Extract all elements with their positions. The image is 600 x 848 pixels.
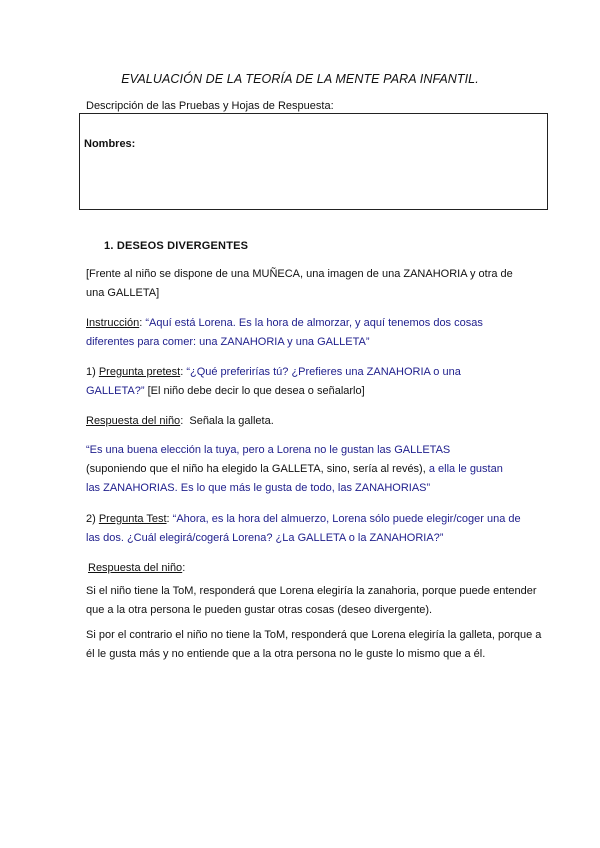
instruction-label: Instrucción [86, 317, 140, 329]
pretest-number: 1) [86, 366, 96, 378]
test-number: 2) [86, 513, 96, 525]
response-part1: “Es una buena elección la tuya, pero a Lorena no le gustan las GALLETAS [86, 444, 451, 456]
pretest-label: Pregunta pretest [98, 366, 181, 378]
instruction-paragraph: Instrucción: “Aquí está Lorena. Es la hora de almorzar, y aquí tenemos dos cosas diferentes para comer: una ZANAHORIA y una GALLETA” [86, 317, 483, 348]
document-subtitle: Descripción de las Pruebas y Hojas de Respuesta: [86, 100, 334, 112]
test-label: Pregunta Test [98, 513, 167, 525]
pretest-note: [El niño debe decir lo que desea o señalarlo] [147, 385, 365, 397]
no-tom-paragraph: Si por el contrario el niño no tiene la ToM, responderá que Lorena elegiría la galleta, porque a él le gusta más y no entiende que a la otra persona no le guste lo mismo que a él. [86, 629, 542, 660]
names-box [79, 113, 548, 210]
child-answer-2: Respuesta del niño: [88, 562, 186, 574]
test-question-text: “Ahora, es la hora del almuerzo, Lorena sólo puede elegir/coger una de las dos. ¿Cuál elegirá/cogerá Lorena? ¿La GALLETA o la ZANAHORIA?” [86, 513, 521, 544]
section-heading: 1. DESEOS DIVERGENTES [104, 240, 249, 252]
child-answer-1-label: Respuesta del niño [86, 415, 181, 427]
child-answer-1-text: Señala la galleta. [189, 415, 274, 427]
child-answer-1: Respuesta del niño: Señala la galleta. [86, 415, 274, 427]
pretest-question: “¿Qué preferirías tú? ¿Prefieres una ZANAHORIA o una GALLETA?” [86, 366, 461, 397]
pretest-paragraph: 1) Pregunta pretest: “¿Qué preferirías tú? ¿Prefieres una ZANAHORIA o una GALLETA?” [El niño debe decir lo que desea o señalarlo] [86, 366, 461, 397]
child-answer-2-label: Respuesta del niño [88, 562, 183, 574]
document-title: EVALUACIÓN DE LA TEORÍA DE LA MENTE PARA INFANTIL. [121, 72, 479, 86]
setup-paragraph: [Frente al niño se dispone de una MUÑECA, una imagen de una ZANAHORIA y otra de una GALLETA] [86, 268, 513, 299]
response-statement [86, 441, 516, 498]
response-part2: a ella le gustan las ZANAHORIAS. Es lo que más le gusta de todo, las ZANAHORIAS” [86, 463, 503, 494]
tom-paragraph: Si el niño tiene la ToM, responderá que Lorena elegiría la zanahoria, porque puede entender que a la otra persona le pueden gustar otras cosas (deseo divergente). [86, 585, 537, 616]
instruction-text: “Aquí está Lorena. Es la hora de almorzar, y aquí tenemos dos cosas diferentes para comer: una ZANAHORIA y una GALLETA” [86, 317, 483, 348]
test-question-paragraph: 2) Pregunta Test: “Ahora, es la hora del almuerzo, Lorena sólo puede elegir/coger una de las dos. ¿Cuál elegirá/cogerá Lorena? ¿La GALLETA o la ZANAHORIA?” [86, 513, 521, 544]
names-label: Nombres: [84, 138, 136, 150]
response-note: (suponiendo que el niño ha elegido la GALLETA, sino, sería al revés), [86, 463, 426, 475]
